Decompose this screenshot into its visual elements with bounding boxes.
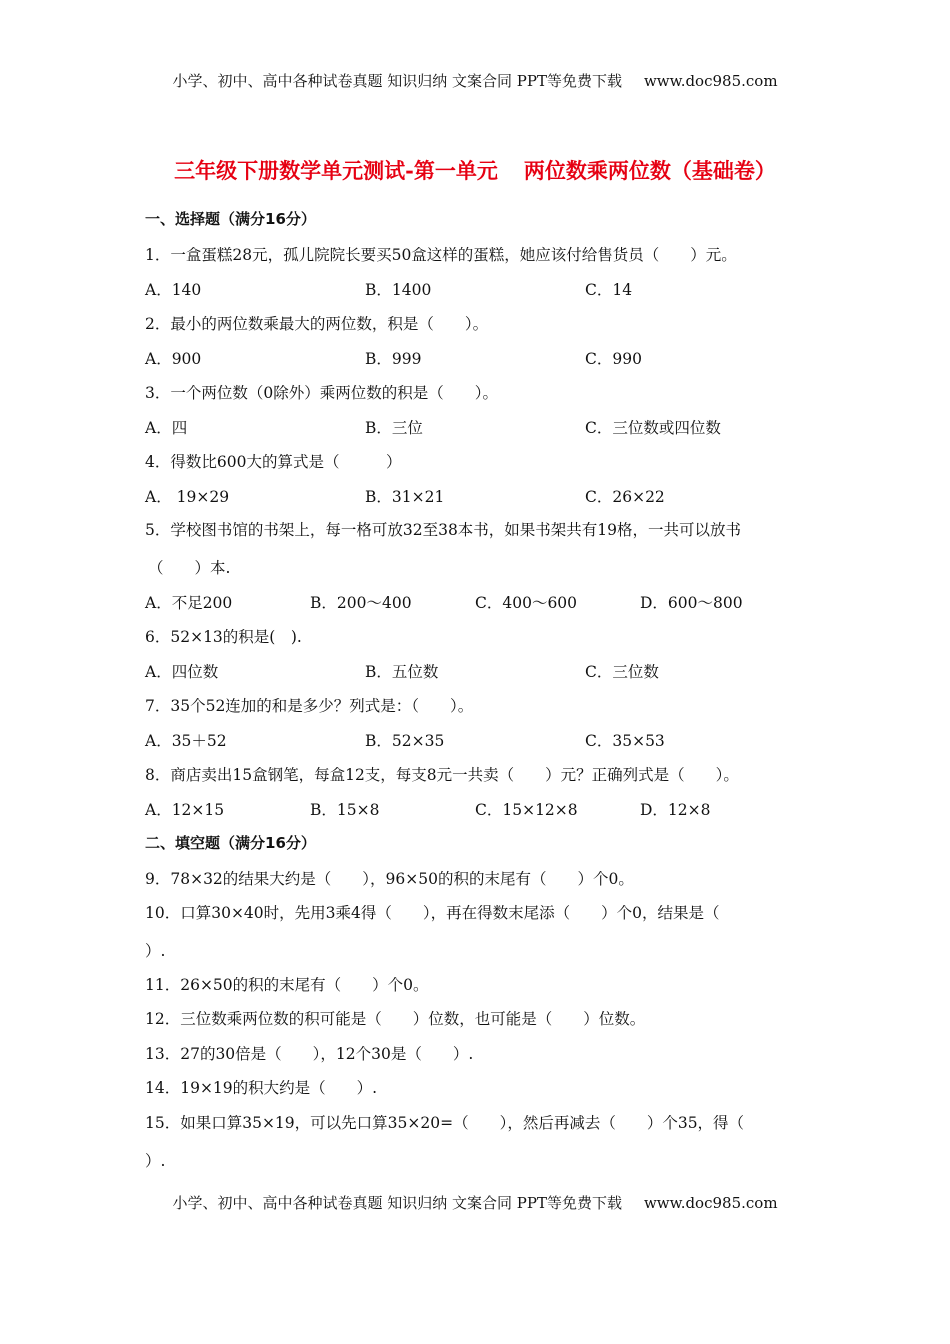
- q8-option-a: A．12×15: [145, 801, 225, 819]
- q5-option-b: B．200～400: [310, 594, 412, 612]
- q6-option-b: B．五位数: [365, 663, 439, 681]
- q3-option-c: C．三位数或四位数: [585, 419, 721, 437]
- q5-option-d: D．600～800: [640, 594, 743, 612]
- q1-option-b: B．1400: [365, 281, 432, 299]
- question-3: 3．一个两位数（0除外）乘两位数的积是（ ）。: [145, 384, 498, 402]
- q8-option-d: D．12×8: [640, 801, 711, 819]
- page-footer: [0, 1192, 950, 1213]
- question-8: 8．商店卖出15盒钢笔，每盒12支，每支8元一共卖（ ）元？正确列式是（ ）。: [145, 766, 739, 784]
- question-15-cont: ）.: [145, 1152, 166, 1170]
- question-2: 2．最小的两位数乘最大的两位数，积是（ ）。: [145, 315, 489, 333]
- q4-option-b: B．31×21: [365, 488, 445, 506]
- q8-option-c: C．15×12×8: [475, 801, 578, 819]
- question-10: 10．口算30×40时，先用3乘4得（ ），再在得数末尾添（ ）个0，结果是（: [145, 904, 720, 922]
- section-heading-2: 二、填空题（满分16分）: [145, 834, 316, 852]
- q3-option-a: A．四: [145, 419, 188, 437]
- question-12: 12．三位数乘两位数的积可能是（ ）位数，也可能是（ ）位数。: [145, 1010, 646, 1028]
- q5-option-a: A．不足200: [145, 594, 233, 612]
- q1-option-c: C．14: [585, 281, 633, 299]
- footer-url[interactable]: www.doc985.com: [643, 1194, 778, 1212]
- q3-option-b: B．三位: [365, 419, 423, 437]
- q7-option-b: B．52×35: [365, 732, 445, 750]
- q7-option-c: C．35×53: [585, 732, 665, 750]
- question-13: 13．27的30倍是（ ），12个30是（ ）.: [145, 1045, 474, 1063]
- q6-option-a: A．四位数: [145, 663, 219, 681]
- page-title: [0, 155, 950, 185]
- q5-option-c: C．400～600: [475, 594, 578, 612]
- question-5-cont: （ ）本.: [148, 559, 231, 577]
- q6-option-c: C．三位数: [585, 663, 659, 681]
- question-7: 7．35个52连加的和是多少？列式是：（ ）。: [145, 697, 474, 715]
- header-text: 小学、初中、高中各种试卷真题 知识归纳 文案合同 PPT等免费下载: [172, 72, 622, 90]
- question-1: 1．一盒蛋糕28元，孤儿院院长要买50盒这样的蛋糕，她应该付给售货员（ ）元。: [145, 246, 737, 264]
- question-6: 6．52×13的积是( ).: [145, 628, 302, 646]
- header-url[interactable]: www.doc985.com: [643, 72, 778, 90]
- question-5: 5．学校图书馆的书架上，每一格可放32至38本书，如果书架共有19格，一共可以放书: [145, 521, 742, 539]
- q2-option-c: C．990: [585, 350, 642, 368]
- q4-option-c: C．26×22: [585, 488, 665, 506]
- question-10-cont: ）.: [145, 942, 166, 960]
- footer-text: 小学、初中、高中各种试卷真题 知识归纳 文案合同 PPT等免费下载: [172, 1194, 622, 1212]
- question-11: 11．26×50的积的末尾有（ ）个0。: [145, 976, 429, 994]
- q2-option-a: A．900: [145, 350, 202, 368]
- section-heading-1: 一、选择题（满分16分）: [145, 210, 316, 228]
- q7-option-a: A．35＋52: [145, 732, 227, 750]
- q2-option-b: B．999: [365, 350, 422, 368]
- question-14: 14．19×19的积大约是（ ）.: [145, 1079, 378, 1097]
- title-part2: 两位数乘两位数（基础卷）: [523, 158, 776, 183]
- q4-option-a: A． 19×29: [145, 488, 230, 506]
- question-9: 9．78×32的结果大约是（ ），96×50的积的末尾有（ ）个0。: [145, 870, 634, 888]
- q8-option-b: B．15×8: [310, 801, 380, 819]
- title-part1: 三年级下册数学单元测试-第一单元: [174, 158, 498, 183]
- question-4: 4．得数比600大的算式是（ ）: [145, 453, 402, 471]
- page-header: [0, 70, 950, 91]
- question-15: 15．如果口算35×19，可以先口算35×20=（ ），然后再减去（ ）个35，得（: [145, 1114, 745, 1132]
- q1-option-a: A．140: [145, 281, 202, 299]
